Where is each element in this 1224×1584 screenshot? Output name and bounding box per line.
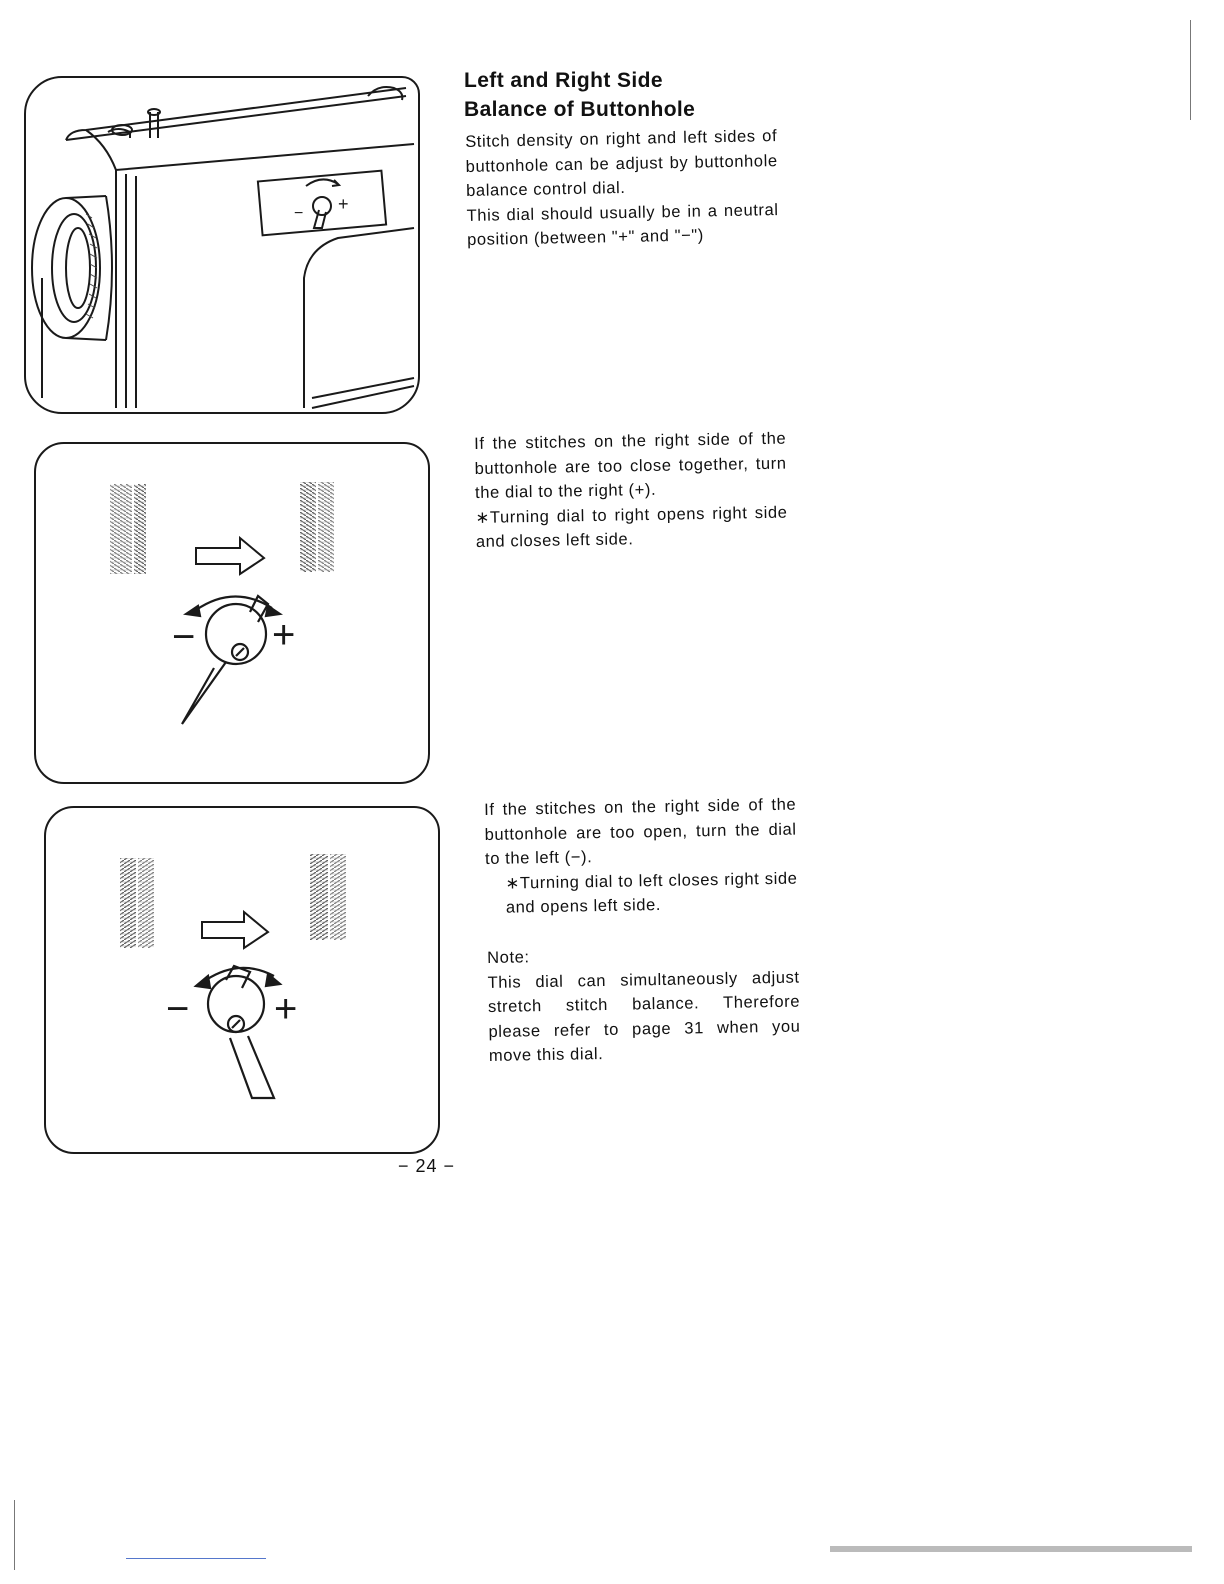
window-minus-sign: −: [294, 205, 304, 222]
plus-sign: +: [272, 613, 296, 657]
too-close-text: If the stitches on the right side of the buttonhole are too close together, turn the dial to the right (+).: [474, 429, 787, 502]
minus-sign: −: [172, 615, 196, 659]
buttonhole-before: [120, 858, 154, 948]
machine-illustration: [24, 76, 420, 414]
section-heading: [464, 66, 794, 124]
scan-edge-mark: [830, 1546, 1192, 1552]
arrow-right-icon: [196, 538, 264, 574]
intro-paragraph-2: This dial should usually be in a neutral position (between "+" and "−"): [466, 200, 779, 249]
arrow-right-icon: [202, 912, 268, 948]
intro-text: [465, 124, 779, 252]
too-open-text: If the stitches on the right side of the buttonhole are too open, turn the dial to the left (−).: [484, 795, 797, 868]
note-label: Note:: [487, 948, 530, 967]
note-block: [487, 941, 801, 1069]
too-close-instructions: [474, 427, 788, 555]
buttonhole-before: [110, 484, 146, 574]
scan-edge-mark: [126, 1558, 266, 1559]
heading-line-1: Left and Right Side: [464, 69, 663, 92]
plus-sign: +: [274, 987, 298, 1031]
turn-right-diagram: [34, 442, 430, 784]
scan-edge-mark: [1190, 20, 1191, 120]
too-close-note: ∗Turning dial to right opens right side and closes left side.: [475, 503, 788, 551]
too-open-note: ∗Turning dial to left closes right side and opens left side.: [505, 869, 798, 917]
balance-dial-icon: [182, 596, 280, 724]
sewing-machine-drawing: [26, 78, 418, 412]
balance-dial-icon: [196, 966, 280, 1098]
note-text: This dial can simultaneously adjust stretch stitch balance. Therefore please refer to page 31 when you move this dial.: [487, 968, 801, 1065]
scan-edge-mark: [14, 1500, 15, 1570]
heading-line-2: Balance of Buttonhole: [464, 98, 696, 121]
buttonhole-after: [300, 482, 334, 572]
intro-paragraph-1: Stitch density on right and left sides of buttonhole can be adjust by buttonhole balance control dial.: [465, 127, 778, 200]
minus-sign: −: [166, 987, 190, 1031]
too-open-instructions: [484, 793, 798, 921]
buttonhole-after: [310, 854, 346, 940]
window-plus-sign: +: [338, 194, 349, 214]
turn-left-diagram: [44, 806, 440, 1154]
page-number: − 24 −: [398, 1156, 456, 1176]
